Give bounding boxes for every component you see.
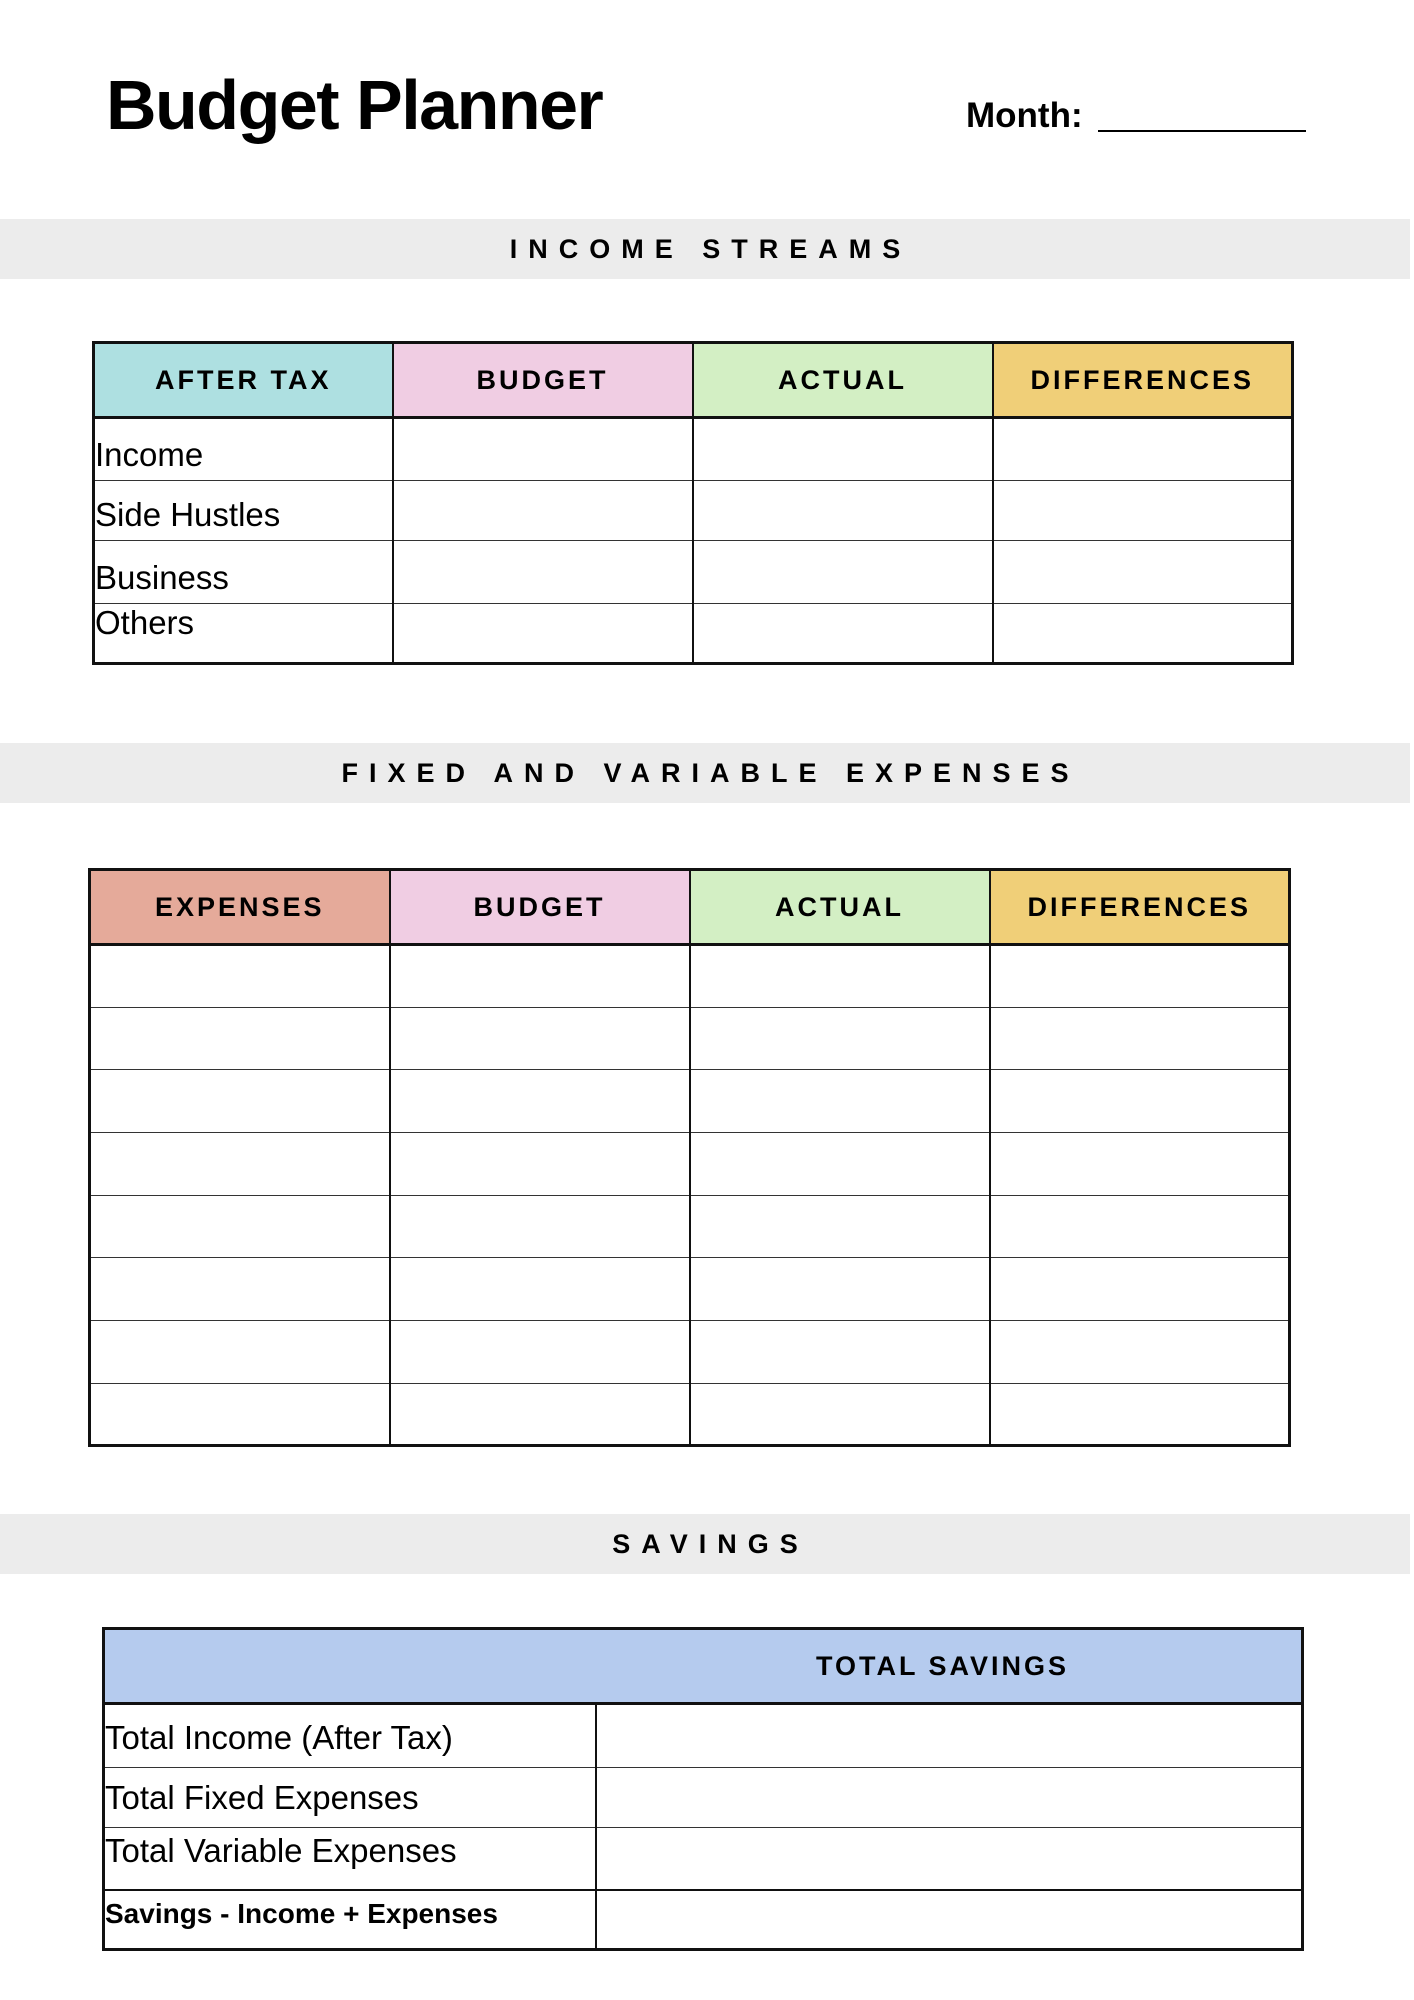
row-label-total-fixed-expenses: Total Fixed Expenses [104,1768,596,1828]
header-budget: BUDGET [393,343,693,418]
table-row [90,1196,1290,1258]
value-cell[interactable] [596,1828,1303,1890]
savings-section-title: SAVINGS [612,1528,809,1559]
difference-cell[interactable] [993,418,1293,481]
actual-cell[interactable] [690,945,990,1008]
actual-cell[interactable] [690,1321,990,1384]
table-row [104,1768,1303,1828]
actual-cell[interactable] [693,541,993,604]
expenses-section-band [0,743,1410,803]
table-row [90,1070,1290,1133]
page-title: Budget Planner [106,66,603,144]
expense-name-cell[interactable] [90,1321,390,1384]
row-label-total-variable-expenses: Total Variable Expenses [104,1828,596,1890]
actual-cell[interactable] [693,481,993,541]
difference-cell[interactable] [990,1008,1290,1070]
actual-cell[interactable] [690,1196,990,1258]
header-actual: ACTUAL [690,870,990,945]
budget-cell[interactable] [390,1133,690,1196]
budget-cell[interactable] [390,1321,690,1384]
difference-cell[interactable] [990,1196,1290,1258]
table-row [90,1384,1290,1446]
budget-cell[interactable] [393,541,693,604]
table-row [104,1828,1303,1890]
header-budget: BUDGET [390,870,690,945]
total-savings-label: TOTAL SAVINGS [816,1650,1070,1681]
income-table [92,341,1294,665]
expense-name-cell[interactable] [90,1133,390,1196]
actual-cell[interactable] [693,418,993,481]
header-expenses: EXPENSES [90,870,390,945]
budget-cell[interactable] [390,1196,690,1258]
income-section-title: INCOME STREAMS [509,233,912,264]
expenses-table [88,868,1291,1447]
expense-name-cell[interactable] [90,945,390,1008]
expenses-section-title: FIXED AND VARIABLE EXPENSES [341,757,1080,788]
difference-cell[interactable] [990,945,1290,1008]
difference-cell[interactable] [990,1070,1290,1133]
header-differences: DIFFERENCES [990,870,1290,945]
difference-cell[interactable] [993,604,1293,664]
row-label-business: Business [94,541,393,604]
budget-cell[interactable] [390,945,690,1008]
header-total-savings [104,1629,1303,1704]
header-actual: ACTUAL [693,343,993,418]
row-label-savings-formula: Savings - Income + Expenses [104,1890,596,1950]
table-row [104,1890,1303,1950]
header-differences: DIFFERENCES [993,343,1293,418]
budget-cell[interactable] [390,1070,690,1133]
budget-cell[interactable] [393,604,693,664]
table-row [90,1008,1290,1070]
value-cell[interactable] [596,1768,1303,1828]
actual-cell[interactable] [690,1133,990,1196]
income-section-band [0,219,1410,279]
table-row [94,481,1293,541]
budget-cell[interactable] [393,481,693,541]
budget-cell[interactable] [390,1384,690,1446]
actual-cell[interactable] [690,1384,990,1446]
row-label-side-hustles: Side Hustles [94,481,393,541]
row-label-total-income: Total Income (After Tax) [104,1704,596,1768]
difference-cell[interactable] [990,1321,1290,1384]
actual-cell[interactable] [690,1008,990,1070]
row-label-others: Others [94,604,393,664]
month-label: Month: [966,96,1083,135]
table-row [94,604,1293,664]
table-row [90,1321,1290,1384]
expense-name-cell[interactable] [90,1384,390,1446]
month-input-line[interactable] [1098,130,1306,132]
difference-cell[interactable] [990,1384,1290,1446]
difference-cell[interactable] [990,1258,1290,1321]
expense-name-cell[interactable] [90,1070,390,1133]
budget-cell[interactable] [393,418,693,481]
savings-table [102,1627,1304,1951]
table-row [94,541,1293,604]
expense-name-cell[interactable] [90,1008,390,1070]
table-row [90,1133,1290,1196]
expense-name-cell[interactable] [90,1196,390,1258]
row-label-income: Income [94,418,393,481]
actual-cell[interactable] [693,604,993,664]
expense-name-cell[interactable] [90,1258,390,1321]
header-after-tax: AFTER TAX [94,343,393,418]
savings-section-band [0,1514,1410,1574]
budget-cell[interactable] [390,1258,690,1321]
actual-cell[interactable] [690,1258,990,1321]
difference-cell[interactable] [993,541,1293,604]
difference-cell[interactable] [990,1133,1290,1196]
table-row [94,418,1293,481]
table-row [90,945,1290,1008]
value-cell[interactable] [596,1704,1303,1768]
table-row [90,1258,1290,1321]
actual-cell[interactable] [690,1070,990,1133]
difference-cell[interactable] [993,481,1293,541]
value-cell[interactable] [596,1890,1303,1950]
table-row [104,1704,1303,1768]
budget-cell[interactable] [390,1008,690,1070]
